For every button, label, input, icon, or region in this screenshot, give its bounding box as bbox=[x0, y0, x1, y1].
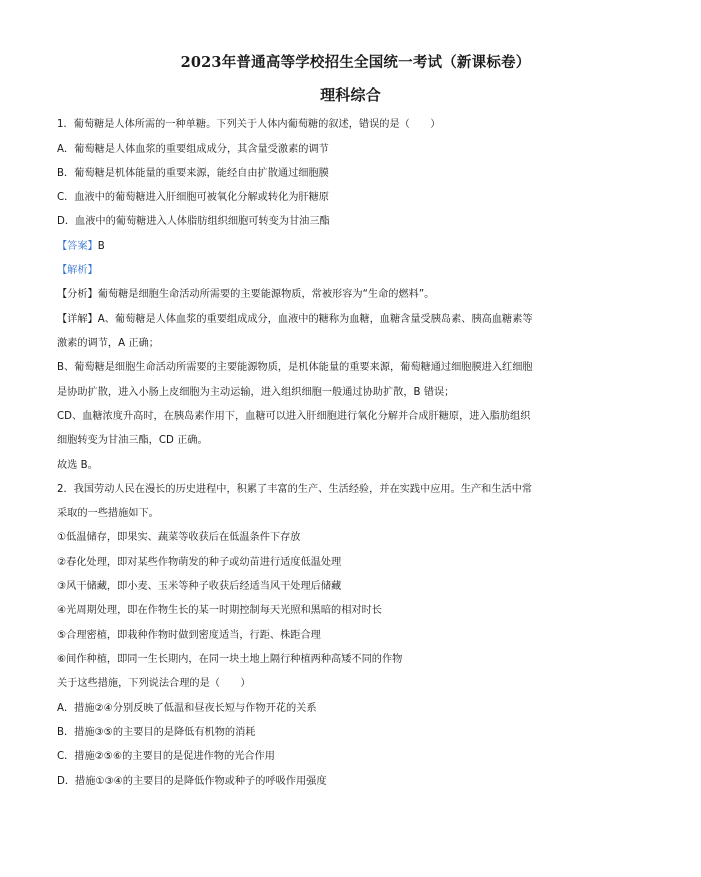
measure-5: ⑤合理密植，即栽种作物时做到密度适当，行距、株距合理 bbox=[57, 630, 321, 641]
exam-subtitle: 理科综合 bbox=[320, 86, 381, 104]
explanation-line-1: 【详解】A、葡萄糖是人体血浆的重要组成成分，血液中的糖称为血糖，血糖含量受胰岛素、胰高血糖素等 bbox=[57, 314, 533, 325]
question-2-prompt: 关于这些措施，下列说法合理的是（ ） bbox=[57, 678, 251, 689]
explanation-line-6: 细胞转变为甘油三酯，CD 正确。 bbox=[57, 435, 208, 446]
question-1-stem: 1．葡萄糖是人体所需的一种单糖。下列关于人体内葡萄糖的叙述，错误的是（ ） bbox=[57, 119, 441, 130]
analysis-tag: 【解析】 bbox=[57, 265, 98, 276]
question-2-option-c: C．措施②⑤⑥的主要目的是促进作物的光合作用 bbox=[57, 751, 275, 762]
measure-2: ②春化处理，即对某些作物萌发的种子或幼苗进行适度低温处理 bbox=[57, 557, 342, 568]
exam-title: 2023年普通高等学校招生全国统一考试（新课标卷） bbox=[180, 54, 531, 71]
question-1-option-d: D．血液中的葡萄糖进入人体脂肪组织细胞可转变为甘油三酯 bbox=[57, 216, 330, 227]
measure-4: ④光周期处理，即在作物生长的某一时期控制每天光照和黑暗的相对时长 bbox=[57, 605, 382, 616]
measure-3: ③风干储藏，即小麦、玉米等种子收获后经适当风干处理后储藏 bbox=[57, 581, 342, 592]
question-2-stem-line-2: 采取的一些措施如下。 bbox=[57, 508, 159, 519]
answer-tag: 【答案】 bbox=[57, 241, 98, 252]
explanation-line-4: 是协助扩散，进入小肠上皮细胞为主动运输，进入组织细胞一般通过协助扩散，B 错误； bbox=[57, 387, 455, 398]
analysis-summary: 【分析】葡萄糖是细胞生命活动所需要的主要能源物质，常被形容为“生命的燃料”。 bbox=[57, 289, 435, 300]
question-2-option-a: A．措施②④分别反映了低温和昼夜长短与作物开花的关系 bbox=[57, 703, 317, 714]
question-1-option-b: B．葡萄糖是机体能量的重要来源，能经自由扩散通过细胞膜 bbox=[57, 168, 329, 179]
question-2-option-b: B．措施③⑤的主要目的是降低有机物的消耗 bbox=[57, 727, 256, 738]
explanation-line-5: CD、血糖浓度升高时，在胰岛素作用下，血糖可以进入肝细胞进行氧化分解并合成肝糖原，进入脂肪组织 bbox=[57, 411, 531, 422]
explanation-line-3: B、葡萄糖是细胞生命活动所需要的主要能源物质，是机体能量的重要来源，葡萄糖通过细胞膜进入红细胞 bbox=[57, 362, 533, 373]
final-choice: 故选 B。 bbox=[57, 460, 98, 471]
measure-6: ⑥间作种植，即同一生长期内，在同一块土地上隔行种植两种高矮不同的作物 bbox=[57, 654, 403, 665]
question-2-option-d: D．措施①③④的主要目的是降低作物或种子的呼吸作用强度 bbox=[57, 776, 327, 787]
measure-1: ①低温储存，即果实、蔬菜等收获后在低温条件下存放 bbox=[57, 532, 301, 543]
answer-line bbox=[57, 240, 657, 254]
answer-value: B bbox=[97, 241, 105, 252]
question-2-stem-line-1: 2．我国劳动人民在漫长的历史进程中，积累了丰富的生产、生活经验，并在实践中应用。生产和生活中常 bbox=[57, 484, 533, 495]
question-1-option-a: A．葡萄糖是人体血浆的重要组成成分，其含量受激素的调节 bbox=[57, 144, 329, 155]
question-1-option-c: C．血液中的葡萄糖进入肝细胞可被氧化分解或转化为肝糖原 bbox=[57, 192, 329, 203]
explanation-line-2: 激素的调节，A 正确； bbox=[57, 338, 159, 349]
